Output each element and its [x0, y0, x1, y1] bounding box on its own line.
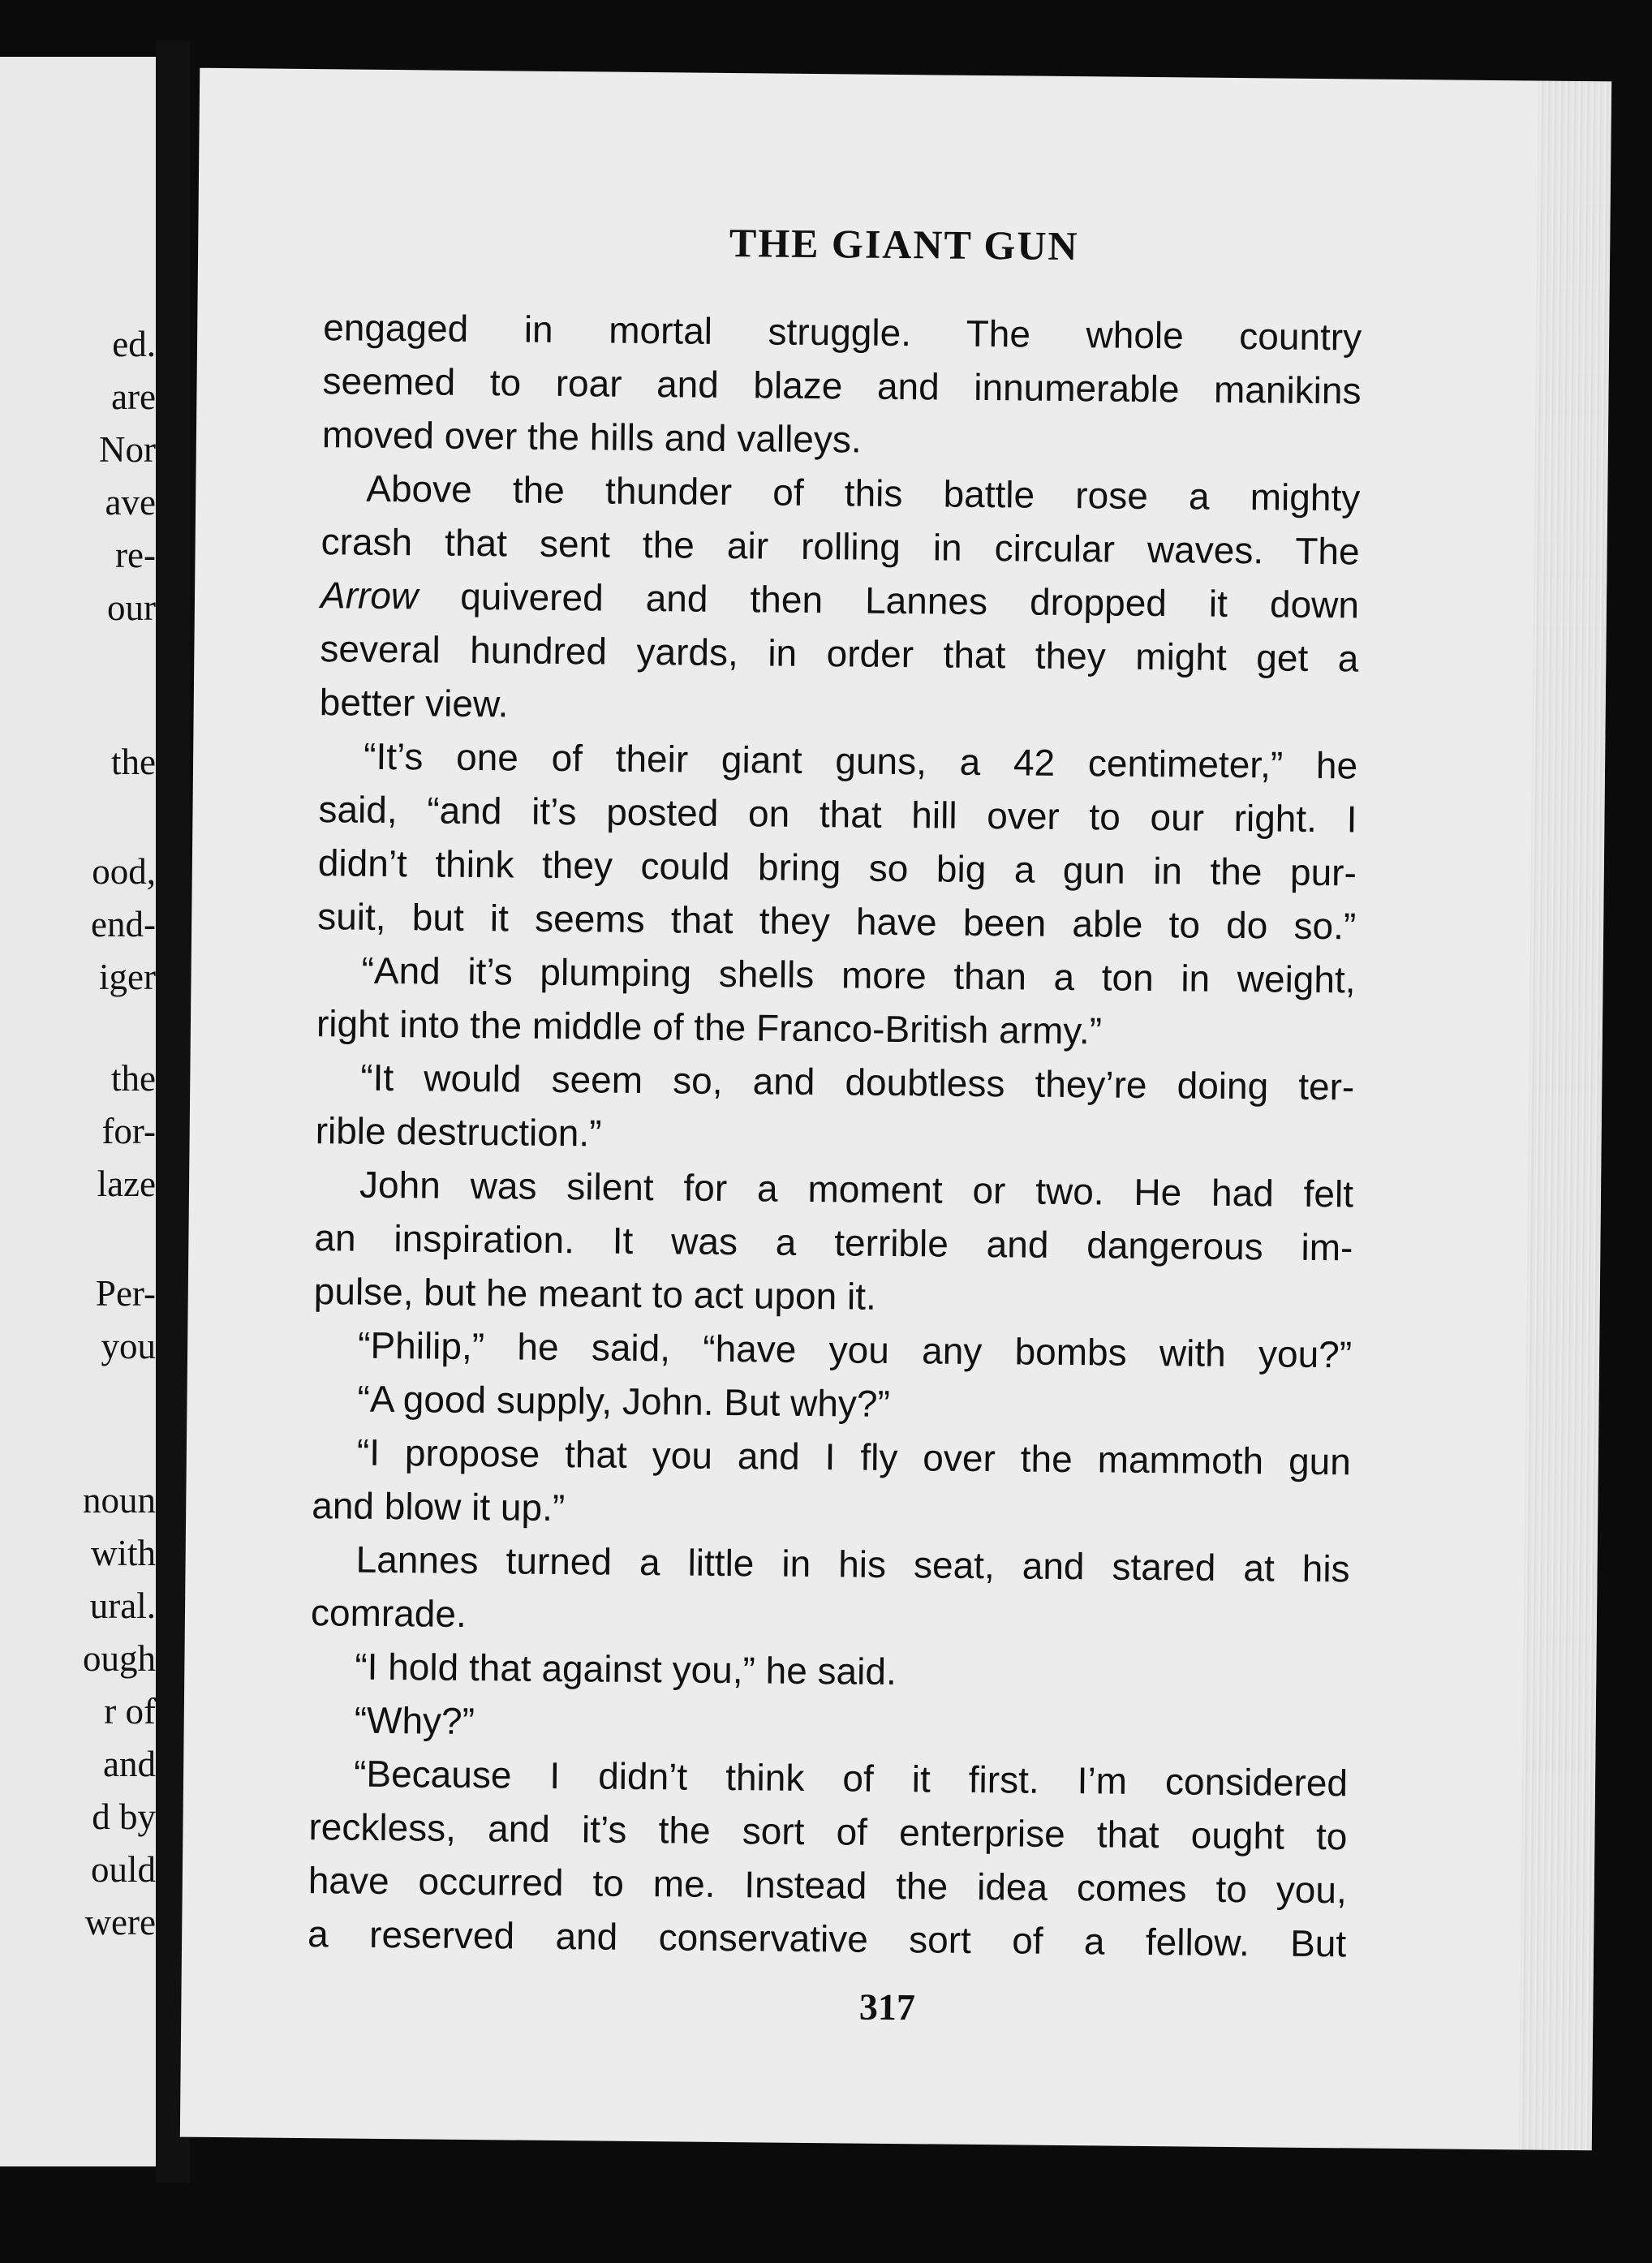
- text-line: didn’t think they could bring so big a gun in the pur-: [317, 841, 1357, 894]
- facing-line: laze: [97, 1164, 156, 1204]
- text-line: Above the thunder of this battle rose a mighty: [366, 467, 1361, 519]
- text-line: suit, but it seems that they have been able to do so.”: [317, 895, 1357, 948]
- facing-line: are: [111, 376, 156, 417]
- body-text: [308, 300, 1362, 1970]
- text-line-with-italic: [321, 568, 1360, 631]
- facing-line: r of: [104, 1691, 156, 1732]
- text-line: “It’s one of their giant guns, a 42 centimeter,” he: [363, 734, 1358, 787]
- text-line: and blow it up.”: [312, 1484, 566, 1529]
- facing-line: were: [84, 1902, 156, 1942]
- facing-line: end-: [91, 904, 156, 944]
- facing-line: Per-: [95, 1273, 156, 1314]
- facing-line: our: [107, 587, 156, 628]
- book-page: [180, 68, 1611, 2151]
- text-line: reckless, and it’s the sort of enterprise that ought to: [308, 1805, 1348, 1858]
- facing-line: iger: [99, 957, 156, 997]
- text-line: “And it’s plumping shells more than a ton in weight,: [361, 949, 1356, 1001]
- text-line: better view.: [319, 681, 509, 725]
- text-line: comrade.: [310, 1591, 467, 1635]
- facing-line: and: [103, 1744, 156, 1784]
- facing-line: ed.: [112, 324, 156, 364]
- text-line: right into the middle of the Franco-British army.”: [316, 1002, 1103, 1052]
- facing-line: ave: [105, 482, 156, 523]
- facing-line: ough: [83, 1638, 156, 1679]
- facing-line: d by: [92, 1796, 156, 1837]
- facing-line: ould: [90, 1849, 156, 1890]
- text-line-rest: quivered and then Lannes dropped it down: [459, 574, 1360, 626]
- text-line: an inspiration. It was a terrible and dangerous im-: [314, 1216, 1353, 1269]
- text-line: “I hold that against you,” he said.: [355, 1645, 897, 1693]
- page-number: 317: [858, 1986, 916, 2029]
- text-line: several hundred yards, in order that they might get a: [320, 627, 1359, 680]
- page-edge: [1519, 81, 1611, 2151]
- facing-line: ural.: [89, 1585, 156, 1626]
- facing-line: the: [111, 1058, 156, 1099]
- text-line: said, “and it’s posted on that hill over to our right. I: [318, 788, 1357, 841]
- text-line: pulse, but he meant to act upon it.: [313, 1270, 877, 1318]
- text-line: engaged in mortal struggle. The whole country: [322, 306, 1362, 359]
- text-line: seemed to roar and blaze and innumerable manikins: [322, 359, 1362, 412]
- text-line: “I propose that you and I fly over the mammoth gun: [356, 1431, 1352, 1483]
- text-line: “It would seem so, and doubtless they’re doing ter-: [360, 1056, 1355, 1108]
- text-line: rible destruction.”: [315, 1109, 602, 1155]
- text-line: “Because I didn’t think of it first. I’m considered: [353, 1752, 1349, 1805]
- running-head: THE GIANT GUN: [729, 219, 1079, 269]
- text-line: Lannes turned a little in his seat, and stared at his: [355, 1538, 1350, 1590]
- text-line: a reserved and conservative sort of a fellow. But: [307, 1912, 1347, 1965]
- text-line: crash that sent the air rolling in circular waves. The: [321, 520, 1360, 573]
- facing-line: with: [90, 1533, 156, 1573]
- facing-page-fragment: [0, 57, 156, 2166]
- facing-line: the: [111, 742, 156, 782]
- text-line: John was silent for a moment or two. He had felt: [359, 1163, 1354, 1215]
- facing-line: Nor: [99, 429, 156, 470]
- facing-line: re-: [115, 535, 156, 575]
- facing-line: ood,: [92, 851, 156, 892]
- text-line: moved over the hills and valleys.: [321, 413, 862, 461]
- text-line: “A good supply, John. But why?”: [357, 1377, 891, 1425]
- facing-line: you: [101, 1326, 156, 1366]
- facing-line: for-: [101, 1111, 156, 1151]
- text-line: “Philip,” he said, “have you any bombs with you?”: [357, 1323, 1353, 1376]
- italic-ship-name: Arrow: [320, 574, 419, 617]
- facing-line: noun: [83, 1480, 156, 1521]
- text-line: have occurred to me. Instead the idea comes to you,: [308, 1859, 1348, 1912]
- text-line: “Why?”: [354, 1698, 475, 1743]
